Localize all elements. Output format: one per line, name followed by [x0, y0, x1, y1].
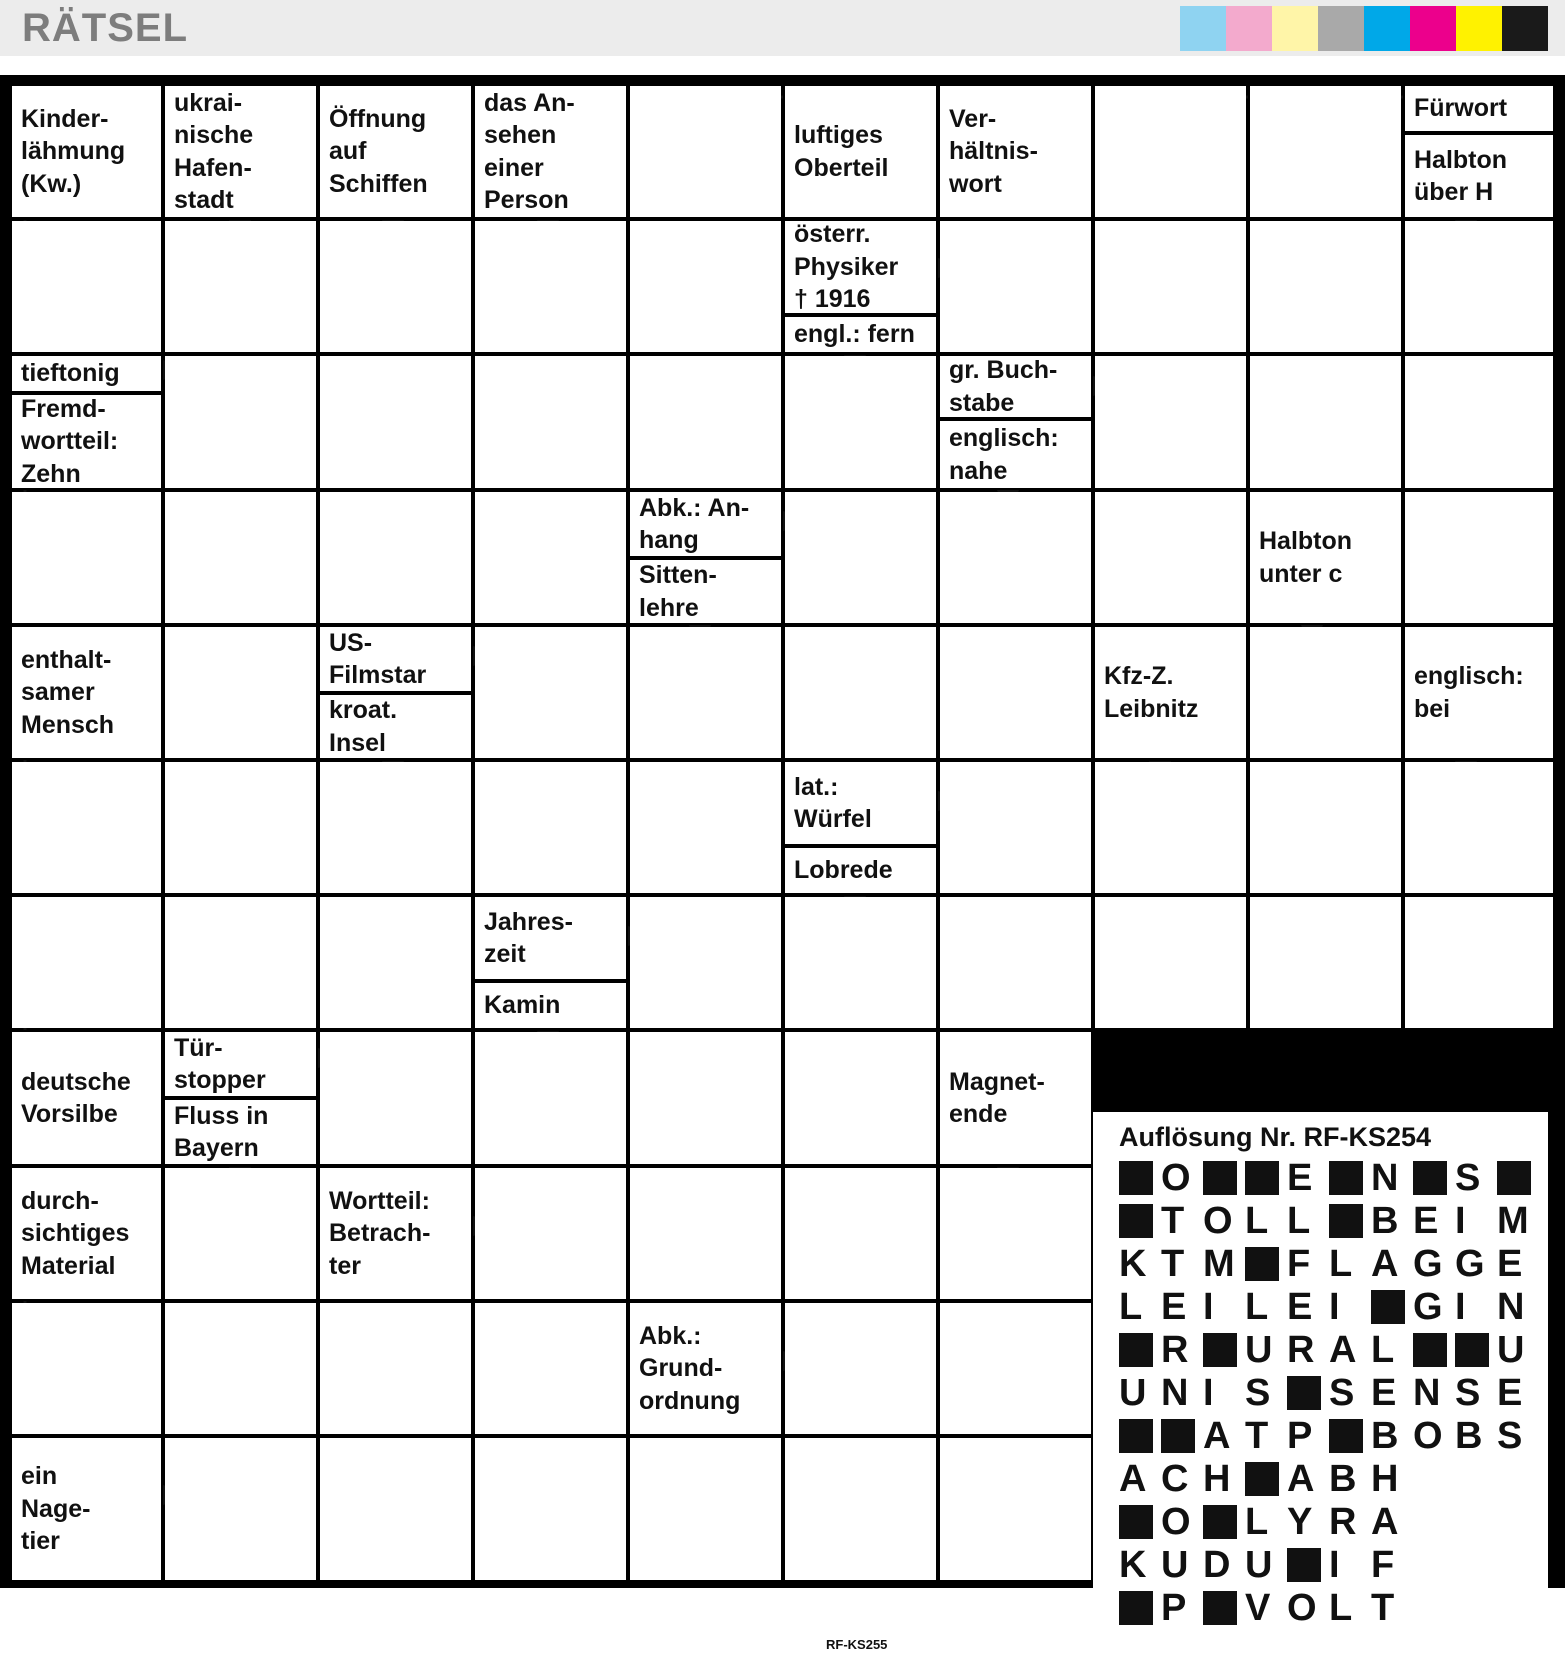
answer-cell[interactable]: [630, 762, 781, 893]
answer-cell[interactable]: [1250, 86, 1401, 217]
clue-cell: Abk.: Grund- ordnung: [630, 1303, 781, 1434]
answer-cell[interactable]: [1095, 86, 1246, 217]
solution-block: [1203, 1161, 1237, 1195]
solution-letter: E: [1287, 1286, 1313, 1328]
solution-title: Auflösung Nr. RF-KS254: [1119, 1122, 1432, 1152]
answer-cell[interactable]: [165, 897, 316, 1028]
solution-letter: T: [1161, 1200, 1185, 1242]
answer-cell[interactable]: [1095, 897, 1246, 1028]
solution-letter: S: [1455, 1157, 1481, 1199]
solution-letter: S: [1329, 1372, 1355, 1414]
solution-block: [1203, 1591, 1237, 1625]
solution-letter: B: [1329, 1458, 1357, 1500]
clue-cell: lat.: Würfel: [785, 762, 936, 844]
clue-cell: Lobrede: [785, 848, 936, 893]
solution-letter: G: [1413, 1243, 1443, 1285]
solution-block: [1455, 1333, 1489, 1367]
solution-letter: I: [1203, 1372, 1214, 1414]
solution-letter: I: [1329, 1286, 1340, 1328]
clue-cell: Tür- stopper: [165, 1032, 316, 1096]
solution-letter: A: [1371, 1243, 1399, 1285]
solution-letter: T: [1161, 1243, 1185, 1285]
answer-cell[interactable]: [1405, 897, 1553, 1028]
puzzle-code: RF-KS255: [826, 1637, 888, 1652]
answer-cell[interactable]: [940, 627, 1091, 758]
answer-cell[interactable]: [1405, 356, 1553, 488]
solution-block: [1329, 1204, 1363, 1238]
color-swatch: [1410, 6, 1456, 51]
solution-block: [1203, 1333, 1237, 1367]
answer-cell[interactable]: [320, 492, 471, 623]
answer-cell[interactable]: [630, 1438, 781, 1580]
solution-block: [1287, 1376, 1321, 1410]
answer-cell[interactable]: [1405, 492, 1553, 623]
answer-cell[interactable]: [785, 1032, 936, 1164]
clue-cell: durch- sichtiges Material: [12, 1168, 161, 1299]
solution-row: [1119, 1373, 1539, 1413]
solution-letter: G: [1413, 1286, 1443, 1328]
color-swatch: [1226, 6, 1272, 51]
clue-cell: Fluss in Bayern: [165, 1100, 316, 1164]
color-swatch: [1180, 6, 1226, 51]
answer-cell[interactable]: [940, 221, 1091, 352]
solution-letter: I: [1455, 1200, 1466, 1242]
clue-cell: englisch: nahe: [940, 421, 1091, 488]
solution-letter: L: [1329, 1243, 1353, 1285]
answer-cell[interactable]: [320, 1303, 471, 1434]
solution-block: [1119, 1505, 1153, 1539]
solution-letter: G: [1455, 1243, 1485, 1285]
solution-letter: N: [1497, 1286, 1525, 1328]
answer-cell[interactable]: [785, 1303, 936, 1434]
solution-row: [1119, 1588, 1413, 1628]
solution-letter: V: [1245, 1587, 1271, 1629]
answer-cell[interactable]: [12, 221, 161, 352]
solution-block: [1119, 1419, 1153, 1453]
solution-block: [1245, 1462, 1279, 1496]
answer-cell[interactable]: [475, 1438, 626, 1580]
solution-block: [1413, 1161, 1447, 1195]
solution-letter: N: [1413, 1372, 1441, 1414]
solution-letter: M: [1203, 1243, 1235, 1285]
solution-letter: O: [1203, 1200, 1233, 1242]
solution-row: [1119, 1502, 1413, 1542]
clue-cell: Ver- hältnis- wort: [940, 86, 1091, 217]
solution-letter: U: [1245, 1329, 1273, 1371]
clue-cell: Jahres- zeit: [475, 897, 626, 979]
color-swatch: [1318, 6, 1364, 51]
solution-letter: E: [1413, 1200, 1439, 1242]
answer-cell[interactable]: [165, 1168, 316, 1299]
answer-cell[interactable]: [475, 1303, 626, 1434]
solution-letter: T: [1245, 1415, 1269, 1457]
answer-cell[interactable]: [1250, 627, 1401, 758]
solution-letter: N: [1161, 1372, 1189, 1414]
answer-cell[interactable]: [940, 762, 1091, 893]
solution-block: [1287, 1548, 1321, 1582]
answer-cell[interactable]: [12, 1303, 161, 1434]
answer-cell[interactable]: [940, 1303, 1091, 1434]
clue-cell: kroat. Insel: [320, 695, 471, 758]
solution-letter: P: [1287, 1415, 1313, 1457]
solution-letter: O: [1161, 1501, 1191, 1543]
solution-block: [1119, 1333, 1153, 1367]
clue-cell: englisch: bei: [1405, 627, 1553, 758]
answer-cell[interactable]: [165, 762, 316, 893]
answer-cell[interactable]: [630, 356, 781, 488]
answer-cell[interactable]: [785, 1168, 936, 1299]
color-swatch: [1364, 6, 1410, 51]
solution-block: [1119, 1161, 1153, 1195]
answer-cell[interactable]: [785, 492, 936, 623]
clue-cell: Sitten- lehre: [630, 560, 781, 623]
answer-cell[interactable]: [1405, 762, 1553, 893]
answer-cell[interactable]: [940, 1438, 1091, 1580]
solution-letter: U: [1497, 1329, 1525, 1371]
solution-letter: N: [1371, 1157, 1399, 1199]
solution-letter: A: [1287, 1458, 1315, 1500]
answer-cell[interactable]: [320, 1032, 471, 1164]
solution-letter: E: [1497, 1243, 1523, 1285]
answer-cell[interactable]: [940, 492, 1091, 623]
answer-cell[interactable]: [165, 1438, 316, 1580]
solution-letter: I: [1455, 1286, 1466, 1328]
clue-cell: Fürwort: [1405, 86, 1553, 131]
clue-cell: enthalt- samer Mensch: [12, 627, 161, 758]
clue-cell: österr. Physiker † 1916: [785, 221, 936, 313]
answer-cell[interactable]: [165, 356, 316, 488]
answer-cell[interactable]: [320, 356, 471, 488]
answer-cell[interactable]: [940, 1168, 1091, 1299]
solution-letter: Y: [1287, 1501, 1313, 1543]
solution-letter: A: [1371, 1501, 1399, 1543]
solution-letter: C: [1161, 1458, 1189, 1500]
clue-cell: Halbton unter c: [1250, 492, 1401, 623]
clue-cell: engl.: fern: [785, 317, 936, 352]
solution-letter: E: [1497, 1372, 1523, 1414]
clue-cell: gr. Buch- stabe: [940, 356, 1091, 417]
solution-block: [1119, 1591, 1153, 1625]
answer-cell[interactable]: [12, 762, 161, 893]
solution-letter: D: [1203, 1544, 1231, 1586]
header-bar: [0, 0, 1565, 56]
solution-letter: O: [1161, 1157, 1191, 1199]
solution-block: [1371, 1290, 1405, 1324]
solution-letter: U: [1245, 1544, 1273, 1586]
answer-cell[interactable]: [1250, 762, 1401, 893]
solution-block: [1245, 1161, 1279, 1195]
solution-letter: L: [1119, 1286, 1143, 1328]
solution-row: [1119, 1287, 1539, 1327]
solution-letter: S: [1245, 1372, 1271, 1414]
answer-cell[interactable]: [165, 627, 316, 758]
color-swatch-bar: [1180, 6, 1548, 51]
answer-cell[interactable]: [165, 1303, 316, 1434]
solution-row: [1119, 1545, 1413, 1585]
solution-block: [1497, 1161, 1531, 1195]
solution-letter: L: [1329, 1587, 1353, 1629]
solution-letter: I: [1203, 1286, 1214, 1328]
solution-letter: B: [1371, 1200, 1399, 1242]
solution-block: [1245, 1247, 1279, 1281]
solution-letter: M: [1497, 1200, 1529, 1242]
solution-letter: O: [1287, 1587, 1317, 1629]
solution-row: [1119, 1201, 1539, 1241]
solution-letter: I: [1329, 1544, 1340, 1586]
clue-cell: Kamin: [475, 983, 626, 1028]
answer-cell[interactable]: [1095, 762, 1246, 893]
clue-cell: ein Nage- tier: [12, 1438, 161, 1580]
solution-letter: K: [1119, 1243, 1147, 1285]
answer-cell[interactable]: [165, 492, 316, 623]
clue-cell: Halbton über H: [1405, 135, 1553, 217]
solution-letter: F: [1287, 1243, 1311, 1285]
answer-cell[interactable]: [630, 86, 781, 217]
answer-cell[interactable]: [1405, 221, 1553, 352]
solution-letter: H: [1203, 1458, 1231, 1500]
solution-letter: S: [1455, 1372, 1481, 1414]
answer-cell[interactable]: [320, 762, 471, 893]
answer-cell[interactable]: [630, 627, 781, 758]
color-swatch: [1456, 6, 1502, 51]
answer-cell[interactable]: [940, 897, 1091, 1028]
solution-letter: E: [1371, 1372, 1397, 1414]
answer-cell[interactable]: [630, 897, 781, 1028]
solution-letter: R: [1161, 1329, 1189, 1371]
solution-letter: S: [1497, 1415, 1523, 1457]
solution-row: [1119, 1330, 1539, 1370]
answer-cell[interactable]: [475, 1032, 626, 1164]
solution-block: [1161, 1419, 1195, 1453]
answer-cell[interactable]: [1095, 356, 1246, 488]
clue-cell: Magnet- ende: [940, 1032, 1091, 1164]
answer-cell[interactable]: [475, 1168, 626, 1299]
solution-letter: E: [1161, 1286, 1187, 1328]
answer-cell[interactable]: [1095, 221, 1246, 352]
solution-letter: K: [1119, 1544, 1147, 1586]
answer-cell[interactable]: [630, 1032, 781, 1164]
solution-letter: B: [1371, 1415, 1399, 1457]
answer-cell[interactable]: [475, 627, 626, 758]
answer-cell[interactable]: [785, 627, 936, 758]
solution-block: [1203, 1505, 1237, 1539]
solution-letter: A: [1203, 1415, 1231, 1457]
answer-cell[interactable]: [1250, 356, 1401, 488]
solution-letter: L: [1371, 1329, 1395, 1371]
solution-letter: A: [1119, 1458, 1147, 1500]
solution-block: [1119, 1204, 1153, 1238]
answer-cell[interactable]: [320, 1438, 471, 1580]
clue-cell: Abk.: An- hang: [630, 492, 781, 556]
clue-cell: Wortteil: Betrach- ter: [320, 1168, 471, 1299]
answer-cell[interactable]: [630, 221, 781, 352]
answer-cell[interactable]: [785, 1438, 936, 1580]
solution-letter: B: [1455, 1415, 1483, 1457]
answer-cell[interactable]: [475, 762, 626, 893]
answer-cell[interactable]: [12, 897, 161, 1028]
solution-block: [1329, 1419, 1363, 1453]
answer-cell[interactable]: [12, 492, 161, 623]
solution-letter: H: [1371, 1458, 1399, 1500]
solution-letter: F: [1371, 1544, 1395, 1586]
solution-letter: L: [1287, 1200, 1311, 1242]
page-title: RÄTSEL: [22, 6, 188, 50]
clue-cell: ukrai- nische Hafen- stadt: [165, 86, 316, 217]
solution-letter: L: [1245, 1501, 1269, 1543]
solution-row: [1119, 1158, 1539, 1198]
answer-cell[interactable]: [1095, 492, 1246, 623]
clue-cell: Öffnung auf Schiffen: [320, 86, 471, 217]
color-swatch: [1272, 6, 1318, 51]
answer-cell[interactable]: [1250, 897, 1401, 1028]
solution-block: [1329, 1161, 1363, 1195]
solution-block: [1413, 1333, 1447, 1367]
solution-letter: U: [1161, 1544, 1189, 1586]
solution-row: [1119, 1459, 1413, 1499]
solution-letter: L: [1245, 1286, 1269, 1328]
crossword-grid: [0, 75, 1565, 1652]
answer-cell[interactable]: [630, 1168, 781, 1299]
clue-cell: das An- sehen einer Person: [475, 86, 626, 217]
solution-letter: E: [1287, 1157, 1313, 1199]
solution-row: [1119, 1416, 1539, 1456]
answer-cell[interactable]: [475, 221, 626, 352]
solution-letter: O: [1413, 1415, 1443, 1457]
clue-cell: deutsche Vorsilbe: [12, 1032, 161, 1164]
clue-cell: US- Filmstar: [320, 627, 471, 691]
answer-cell[interactable]: [475, 492, 626, 623]
answer-cell[interactable]: [785, 897, 936, 1028]
solution-letter: A: [1329, 1329, 1357, 1371]
color-swatch: [1502, 6, 1548, 51]
solution-panel: [1093, 1112, 1548, 1657]
answer-cell[interactable]: [785, 356, 936, 488]
solution-letter: U: [1119, 1372, 1147, 1414]
solution-letter: R: [1329, 1501, 1357, 1543]
clue-cell: Kfz-Z. Leibnitz: [1095, 627, 1246, 758]
clue-cell: Fremd- wortteil: Zehn: [12, 395, 161, 488]
answer-cell[interactable]: [320, 897, 471, 1028]
clue-cell: tieftonig: [12, 356, 161, 391]
solution-letter: L: [1245, 1200, 1269, 1242]
solution-letter: R: [1287, 1329, 1315, 1371]
clue-cell: luftiges Oberteil: [785, 86, 936, 217]
solution-letter: T: [1371, 1587, 1395, 1629]
answer-cell[interactable]: [165, 221, 316, 352]
clue-cell: Kinder- lähmung (Kw.): [12, 86, 161, 217]
solution-row: [1119, 1244, 1539, 1284]
answer-cell[interactable]: [320, 221, 471, 352]
answer-cell[interactable]: [475, 356, 626, 488]
solution-letter: P: [1161, 1587, 1187, 1629]
answer-cell[interactable]: [1250, 221, 1401, 352]
